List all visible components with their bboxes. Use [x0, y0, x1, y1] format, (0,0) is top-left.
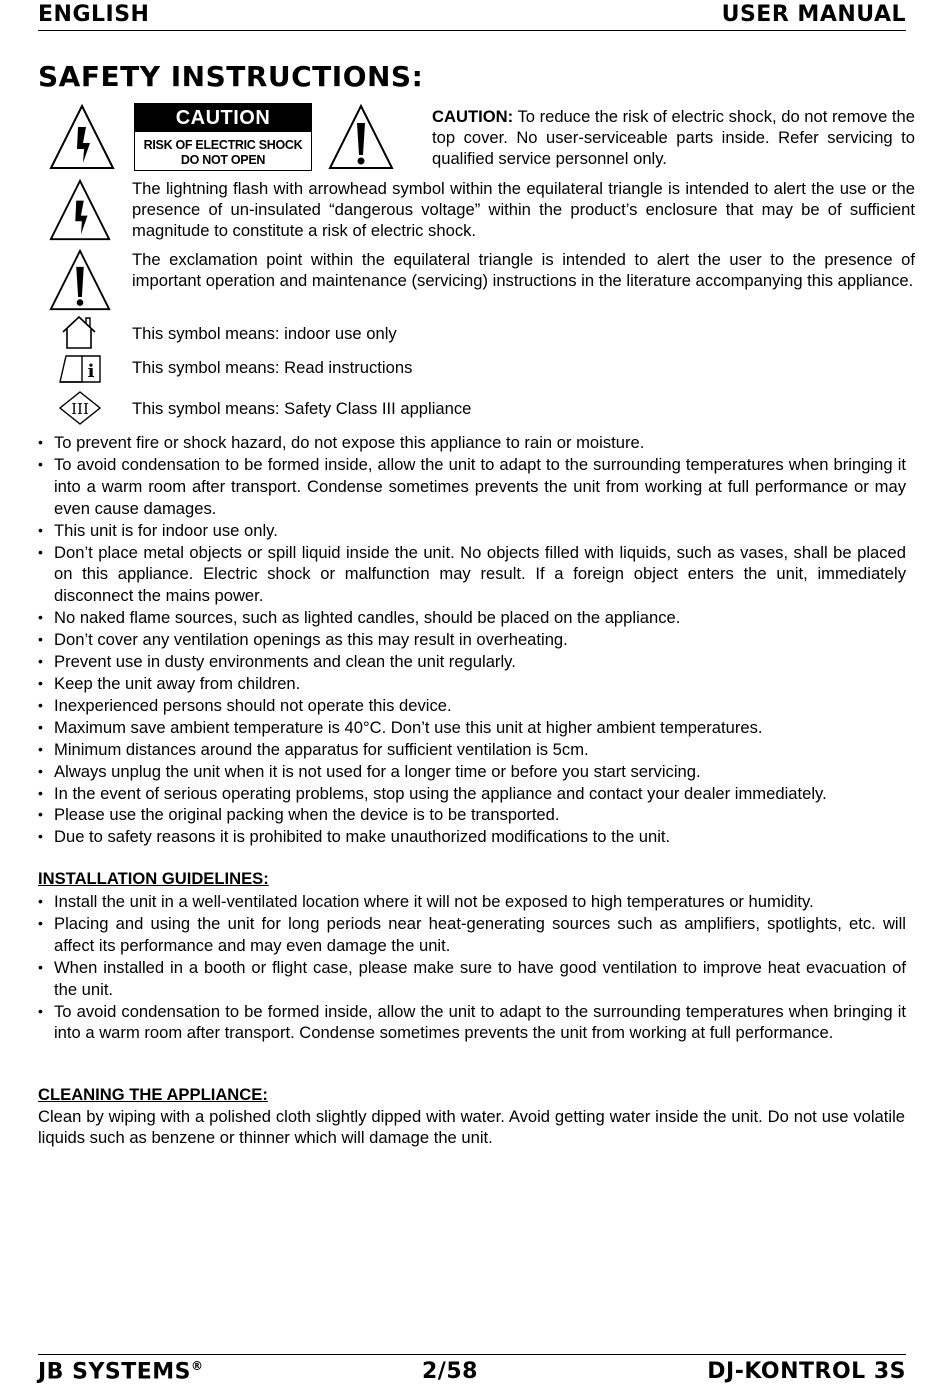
- safety-list: [38, 432, 906, 848]
- symbol-text-exclamation: The exclamation point within the equilateral triangle is intended to alert the user to the presence of important operation and maintenance (servicing) instructions in the literature accompanying this appliance.: [132, 250, 915, 290]
- list-item: • This unit is for indoor use only.: [38, 520, 906, 542]
- list-item: • In the event of serious operating problems, stop using the appliance and contact your dealer immediately.: [38, 783, 906, 805]
- list-item: • No naked flame sources, such as lighted candles, should be placed on the appliance.: [38, 607, 906, 629]
- symbol-text-class3: This symbol means: Safety Class III appliance: [132, 399, 472, 418]
- lightning-triangle-icon: [48, 103, 116, 171]
- svg-text:i: i: [87, 361, 95, 382]
- header-doc-type: USER MANUAL: [721, 2, 906, 27]
- list-item: • When installed in a booth or flight case, please make sure to have good ventilation to improve heat evacuation of the unit.: [38, 957, 906, 1001]
- symbol-text-indoor: This symbol means: indoor use only: [132, 324, 397, 343]
- list-item: • Minimum distances around the apparatus for sufficient ventilation is 5cm.: [38, 739, 906, 761]
- page-footer: [38, 1354, 906, 1395]
- lightning-triangle-icon: [48, 178, 112, 242]
- svg-text:III: III: [71, 400, 89, 418]
- list-item: • Inexperienced persons should not operate this device.: [38, 695, 906, 717]
- footer-brand: JB SYSTEMS: [38, 1359, 192, 1385]
- caution-lead: CAUTION:: [432, 107, 514, 126]
- house-icon: [61, 314, 97, 350]
- list-item: • Please use the original packing when the device is to be transported.: [38, 804, 906, 826]
- registered-mark: ®: [191, 1359, 204, 1373]
- list-item: • Always unplug the unit when it is not used for a longer time or before you start servicing.: [38, 761, 906, 783]
- installation-heading: INSTALLATION GUIDELINES:: [38, 869, 269, 888]
- list-item: • Don’t place metal objects or spill liquid inside the unit. No objects filled with liquids, such as vases, shall be placed on this appliance. Electric shock or malfunction may result. If a foreign object enters the unit, immediately disconnect the mains power.: [38, 542, 906, 608]
- page-title: SAFETY INSTRUCTIONS:: [38, 60, 424, 93]
- list-item: • Keep the unit away from children.: [38, 673, 906, 695]
- class-iii-icon: [59, 391, 101, 425]
- symbol-text-read: This symbol means: Read instructions: [132, 358, 413, 377]
- exclamation-triangle-icon: [48, 248, 112, 312]
- page-number: 2/58: [422, 1359, 478, 1384]
- footer-product: DJ-KONTROL 3S: [707, 1359, 906, 1384]
- cleaning-heading: CLEANING THE APPLIANCE:: [38, 1085, 268, 1104]
- list-item: • Install the unit in a well-ventilated location where it will not be exposed to high temperatures or humidity.: [38, 891, 906, 913]
- list-item: • Maximum save ambient temperature is 40°C. Don’t use this unit at higher ambient temperatures.: [38, 717, 906, 739]
- list-item: • Don’t cover any ventilation openings as this may result in overheating.: [38, 629, 906, 651]
- caution-label: [134, 103, 312, 171]
- exclamation-triangle-icon: [327, 103, 395, 171]
- list-item: • To avoid condensation to be formed inside, allow the unit to adapt to the surrounding temperatures when bringing it into a warm room after transport. Condense sometimes prevents the unit from working at full performance or may even cause damages.: [38, 454, 906, 520]
- caution-statement: [432, 106, 915, 169]
- caution-label-line1: RISK OF ELECTRIC SHOCK: [143, 138, 303, 152]
- header-language: ENGLISH: [38, 2, 150, 27]
- installation-list: [38, 891, 906, 1044]
- caution-label-line2: DO NOT OPEN: [180, 153, 266, 167]
- caution-label-title: CAUTION: [135, 104, 311, 132]
- list-item: • Due to safety reasons it is prohibited to make unauthorized modifications to the unit.: [38, 826, 906, 848]
- list-item: • To avoid condensation to be formed inside, allow the unit to adapt to the surrounding temperatures when bringing it into a warm room after transport. Condense sometimes prevents the unit from working at full performance.: [38, 1001, 906, 1045]
- list-item: • To prevent fire or shock hazard, do not expose this appliance to rain or moisture.: [38, 432, 906, 454]
- book-info-icon: [58, 352, 102, 384]
- list-item: • Placing and using the unit for long periods near heat-generating sources such as amplifiers, spotlights, etc. will affect its performance and may even damage the unit.: [38, 913, 906, 957]
- list-item: • Prevent use in dusty environments and clean the unit regularly.: [38, 651, 906, 673]
- page-header: [38, 0, 906, 31]
- cleaning-text: Clean by wiping with a polished cloth slightly dipped with water. Avoid getting water inside the unit. Do not use volatile liquids such as benzene or thinner which will damage the unit.: [38, 1107, 905, 1147]
- caution-body: To reduce the risk of electric shock, do not remove the top cover. No user-serviceable parts inside. Refer servicing to qualified service personnel only.: [432, 107, 915, 168]
- symbol-text-lightning: The lightning flash with arrowhead symbol within the equilateral triangle is intended to alert the use or the presence of un-insulated “dangerous voltage” within the product’s enclosure that may be of sufficient magnitude to constitute a risk of electric shock.: [132, 179, 915, 240]
